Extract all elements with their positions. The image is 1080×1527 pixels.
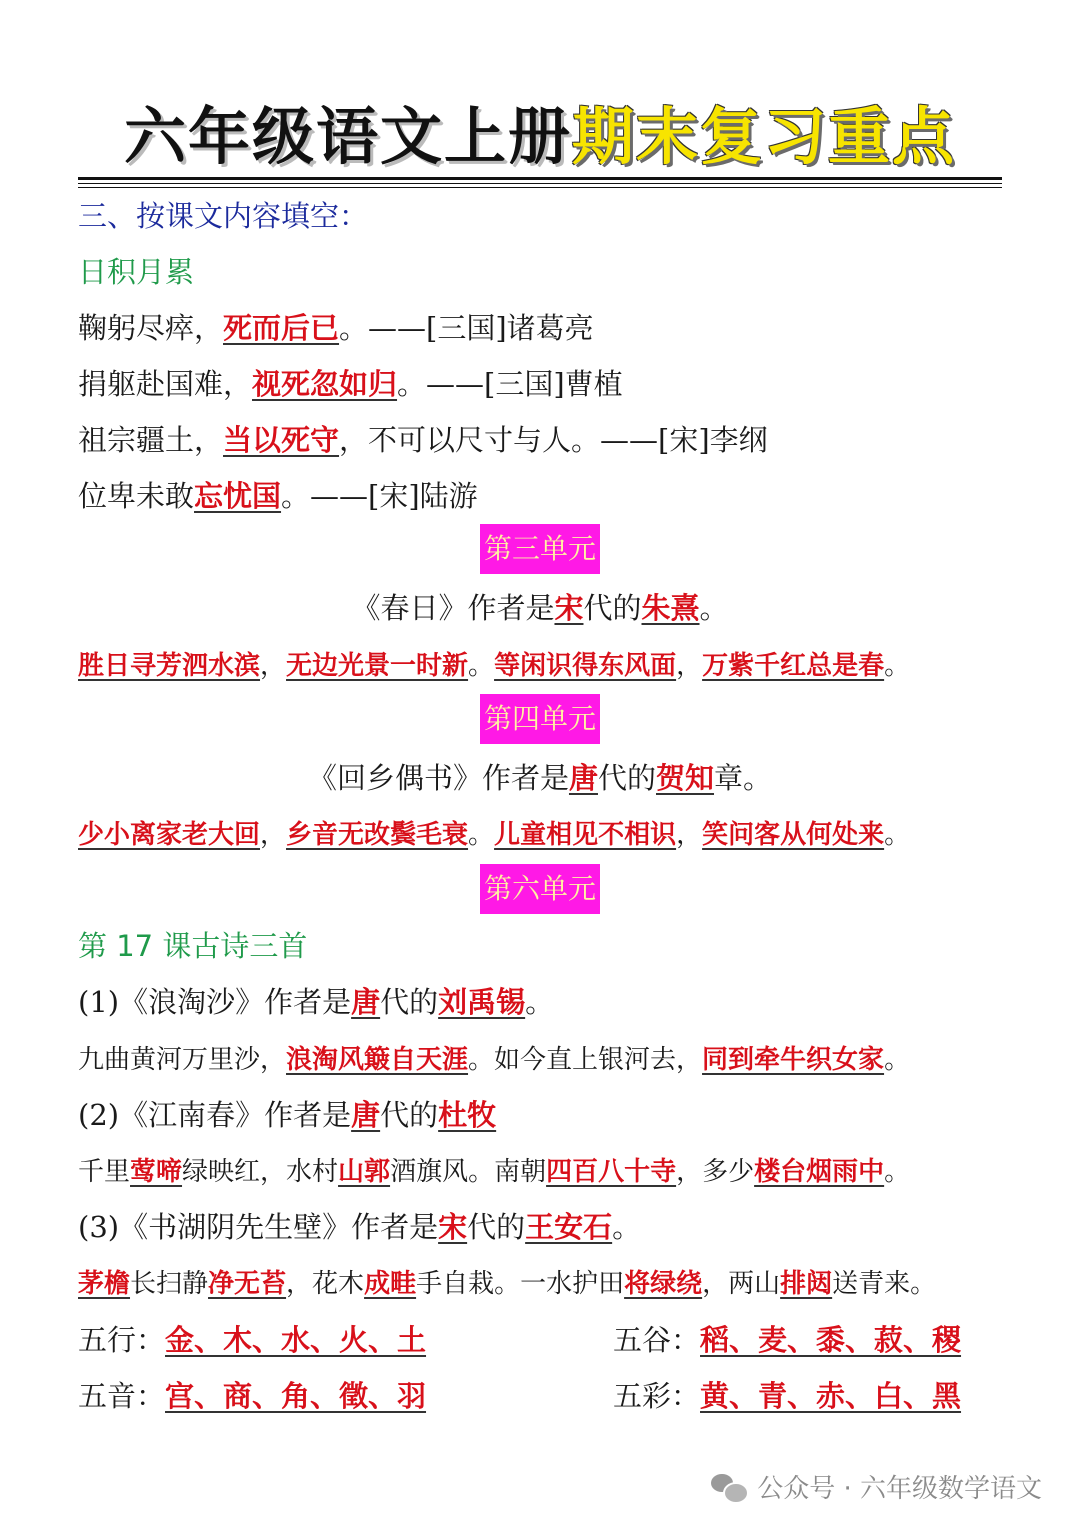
quote-line-3: 祖宗疆土，当以死守，不可以尺寸与人。——[宋]李纲	[78, 423, 768, 457]
unit4-poem-line: 少小离家老大回，乡音无改鬓毛衰。儿童相见不相识，笑问客从何处来。	[78, 820, 911, 850]
title-rule-top	[78, 177, 1002, 180]
title-rule-bottom	[78, 187, 1002, 188]
page-title	[0, 92, 1080, 182]
answer-blank: 忘忧国	[194, 479, 282, 513]
footer-text: 公众号 · 六年级数学语文	[757, 1474, 1042, 1504]
poem2-author-line: (2)《江南春》作者是唐代的杜牧	[78, 1098, 497, 1132]
poem3-author-line: (3)《书湖阴先生壁》作者是宋代的王安石。	[78, 1210, 642, 1244]
quote-line-1: 鞠躬尽瘁，死而后已。——[三国]诸葛亮	[78, 311, 594, 345]
title-part1: 六年级语文上册	[123, 100, 572, 173]
wuxing-line: 五行：金、木、水、火、土 五谷：稻、麦、黍、菽、稷	[78, 1323, 962, 1357]
answer-blank: 死而后已	[223, 311, 340, 345]
answer-blank: 视死忽如归	[252, 367, 398, 401]
poem1-text-line: 九曲黄河万里沙，浪淘风簸自天涯。如今直上银河去，同到牵牛织女家。	[78, 1045, 911, 1075]
wuyin-line: 五音：宫、商、角、徵、羽 五彩：黄、青、赤、白、黑	[78, 1379, 962, 1413]
section-heading: 三、按课文内容填空：	[78, 199, 369, 233]
poem3-text-line: 茅檐长扫静净无苔，花木成畦手自栽。一水护田将绿绕，两山排闼送青来。	[78, 1269, 937, 1299]
unit-label-4: 第四单元	[0, 694, 1080, 744]
unit3-author-line: 《春日》作者是宋代的朱熹。	[351, 591, 729, 625]
quote-line-4: 位卑未敢忘忧国。——[宋]陆游	[78, 479, 478, 513]
unit3-poem-line: 胜日寻芳泗水滨，无边光景一时新。等闲识得东风面，万紫千红总是春。	[78, 651, 911, 681]
poem1-author-line: (1)《浪淘沙》作者是唐代的刘禹锡。	[78, 985, 555, 1019]
unit4-author-line: 《回乡偶书》作者是唐代的贺知章。	[307, 761, 773, 795]
sub-heading-rijiyuelei: 日积月累	[78, 255, 195, 289]
title-rule-mid	[78, 183, 1002, 184]
lesson-17-heading: 第 17 课古诗三首	[78, 929, 308, 963]
wechat-icon	[711, 1472, 747, 1502]
unit-label-6: 第六单元	[0, 864, 1080, 914]
footer-watermark	[711, 1468, 1042, 1505]
unit-label-3: 第三单元	[0, 524, 1080, 574]
answer-blank: 当以死守	[223, 423, 340, 457]
quote-line-2: 捐躯赴国难，视死忽如归。——[三国]曹植	[78, 367, 623, 401]
title-part2: 期末复习重点	[572, 100, 957, 173]
poem2-text-line: 千里莺啼绿映红，水村山郭酒旗风。南朝四百八十寺，多少楼台烟雨中。	[78, 1157, 911, 1187]
